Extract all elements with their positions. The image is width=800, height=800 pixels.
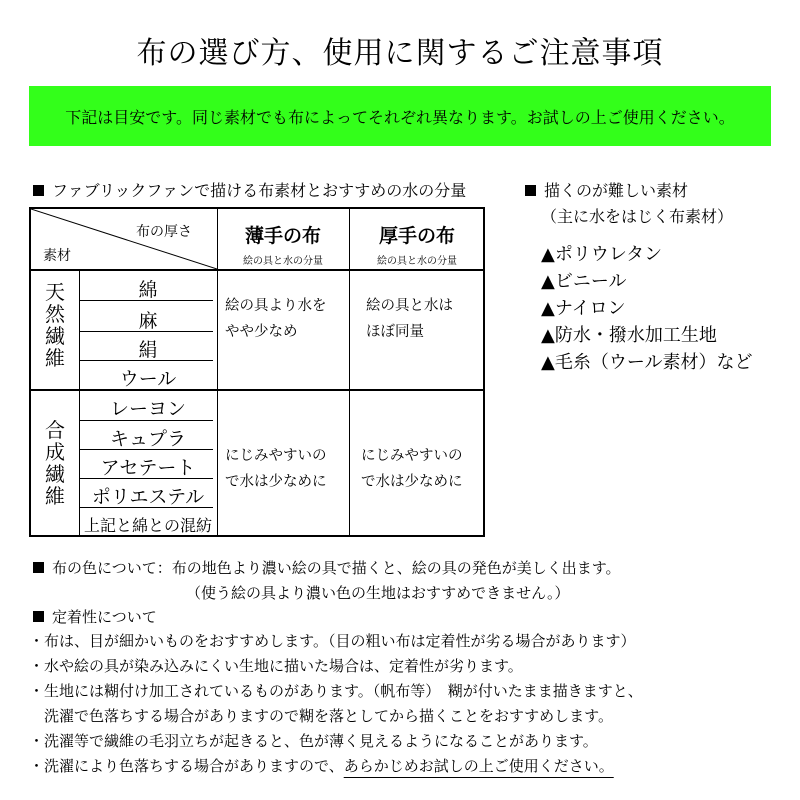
fixation-line-last: ・洗濯により色落ちする場合がありますので、あらかじめお試しの上ご使用ください。	[29, 757, 614, 775]
natural-fiber-group-label: 天 然 繊 維	[45, 280, 65, 370]
synthetic-thin-note: にじみやすいの で水は少なめに	[225, 448, 327, 490]
hard-materials-subheading: （主に水をはじく布素材）	[541, 207, 734, 226]
fiber-name: レーヨン	[109, 398, 186, 420]
natural-thin-note: 絵の具より水を やや少なめ	[225, 298, 327, 340]
list-item: ▲防水・撥水加工生地	[541, 325, 717, 346]
corner-thickness-label: 布の厚さ	[136, 224, 192, 240]
fabric-table	[29, 207, 485, 537]
square-bullet-icon	[33, 611, 44, 622]
fiber-name: 上記と綿との混紡	[83, 516, 212, 535]
table-divider	[31, 269, 483, 271]
synthetic-thick-note: にじみやすいの で水は少なめに	[361, 448, 463, 490]
list-item: ▲ポリウレタン	[541, 244, 663, 265]
fixation-line: 洗濯で色落ちする場合がありますので糊を落としてから描くことをおすすめします。	[29, 707, 613, 725]
try-first-emphasis: あらかじめお試しの上ご使用ください。	[343, 757, 614, 775]
notice-banner-text: 下記は目安です。同じ素材でも布によってそれぞれ異なります。お試しの上ご使用ください。	[65, 107, 735, 127]
fiber-name: ポリエステル	[91, 486, 205, 508]
fiber-name: 綿	[138, 279, 158, 301]
corner-material-label: 素材	[43, 248, 71, 264]
thin-fabric-header: 薄手の布 絵の具と水の分量	[243, 225, 323, 267]
square-bullet-icon	[33, 185, 44, 196]
fixation-line: ・洗濯等で繊維の毛羽立ちが起きると、色が薄く見えるようになることがあります。	[29, 732, 598, 750]
fiber-name: 絹	[138, 339, 158, 361]
page-title: 布の選び方、使用に関するご注意事項	[136, 36, 664, 71]
fiber-name: 麻	[138, 310, 158, 332]
fabric-color-note-line2: （使う絵の具より濃い色の生地はおすすめできません。）	[186, 584, 570, 602]
thick-fabric-header: 厚手の布 絵の具と水の分量	[377, 225, 457, 267]
square-bullet-icon	[525, 185, 536, 196]
list-item: ▲毛糸（ウール素材）など	[541, 352, 753, 373]
square-bullet-icon	[33, 562, 44, 573]
fabric-color-note: 布の色について：布の地色より濃い絵の具で描くと、絵の具の発色が美しく出ます。	[33, 557, 621, 578]
list-item: ▲ナイロン	[541, 298, 626, 319]
fixation-line: ・生地には糊付け加工されているものがあります。（帆布等） 糊が付いたまま描きますと、	[29, 682, 643, 700]
hard-materials-list	[541, 240, 752, 375]
fiber-name: ウール	[119, 368, 177, 390]
fiber-name: アセテート	[100, 457, 196, 479]
notice-banner	[29, 86, 771, 146]
fixation-heading: 定着性について	[33, 606, 157, 627]
synthetic-fiber-group-label: 合 成 繊 維	[45, 418, 65, 508]
fiber-name: キュプラ	[109, 428, 186, 450]
natural-thick-note: 絵の具と水は ほぼ同量	[366, 298, 453, 340]
table-section-heading: ファブリックファンで描ける布素材とおすすめの水の分量	[33, 178, 466, 201]
hard-materials-heading: 描くのが難しい素材	[525, 178, 688, 201]
list-item: ▲ビニール	[541, 271, 627, 292]
fixation-line: ・布は、目が細かいものをおすすめします。（目の粗い布は定着性が劣る場合があります）	[29, 632, 636, 650]
fixation-line: ・水や絵の具が染み込みにくい生地に描いた場合は、定着性が劣ります。	[29, 657, 523, 675]
